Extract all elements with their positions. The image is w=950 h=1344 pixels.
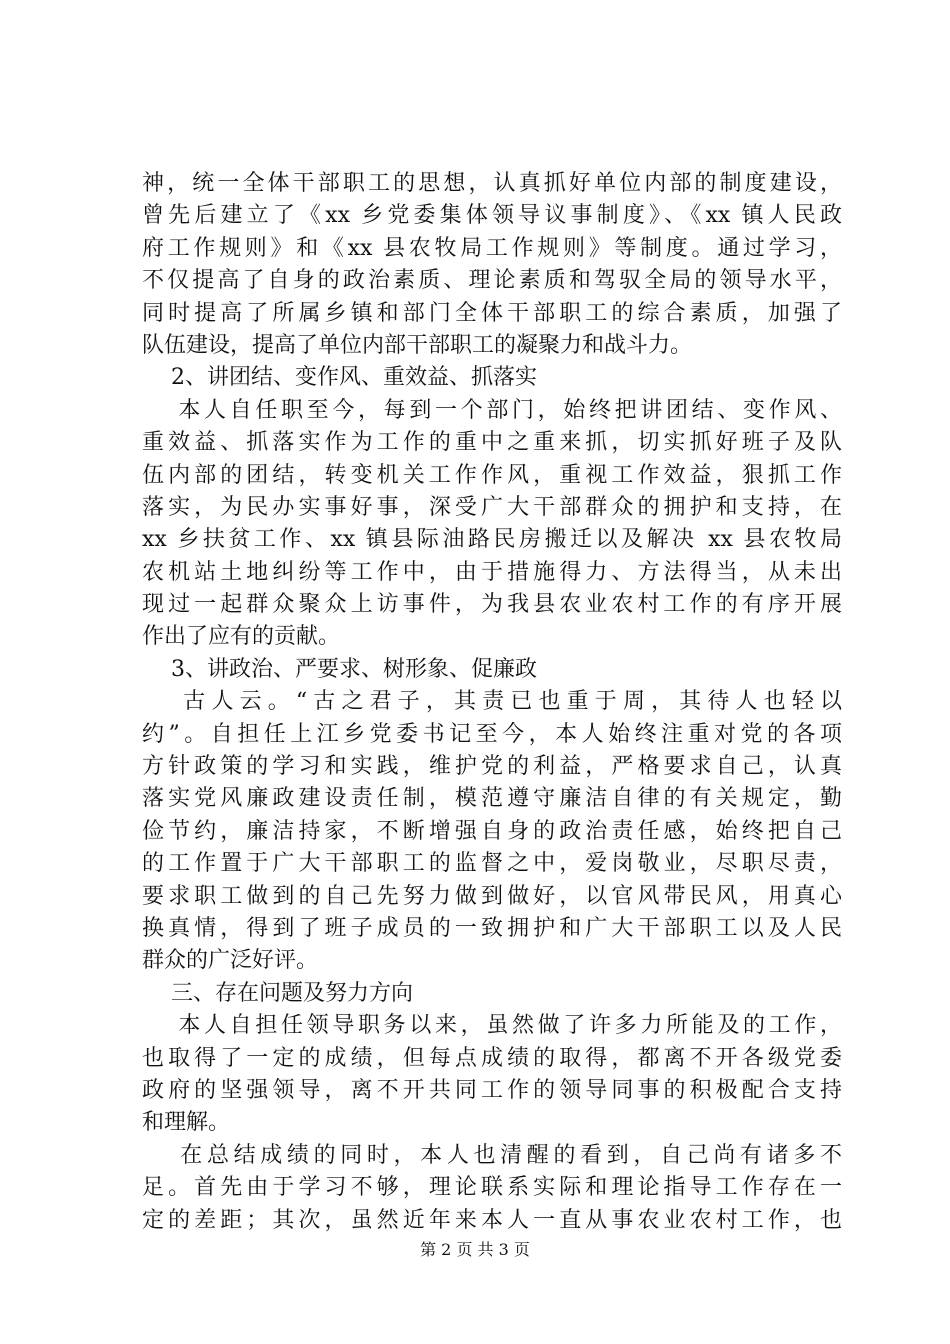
text-line: 不仅提高了自身的政治素质、理论素质和驾驭全局的领导水平，: [142, 268, 842, 294]
text-line: 要求职工做到的自己先努力做到做好，以官风带民风，用真心: [142, 883, 842, 909]
text-line: 作出了应有的贡献。: [142, 624, 341, 650]
text-line: 府工作规则》和《xx 县农牧局工作规则》等制度。通过学习，: [142, 235, 842, 261]
text-line: 约”。自担任上江乡党委书记至今，本人始终注重对党的各项: [142, 721, 842, 747]
text-line: 伍内部的团结，转变机关工作作风，重视工作效益，狠抓工作: [142, 462, 842, 488]
text-line: xx 乡扶贫工作、xx 镇县际油路民房搬迁以及解决 xx 县农牧局: [142, 527, 842, 553]
text-line: 同时提高了所属乡镇和部门全体干部职工的综合素质，加强了: [142, 300, 842, 326]
text-line: 3、讲政治、严要求、树形象、促廉政: [142, 656, 537, 682]
text-line: 落实党风廉政建设责任制，模范遵守廉洁自律的有关规定，勤: [142, 786, 842, 812]
text-line: 在总结成绩的同时，本人也清醒的看到，自己尚有诸多不: [142, 1142, 842, 1168]
text-line: 俭节约，廉洁持家，不断增强自身的政治责任感，始终把自己: [142, 818, 842, 844]
text-line: 本人自担任领导职务以来，虽然做了许多力所能及的工作，: [142, 1013, 842, 1039]
text-line: 的工作置于广大干部职工的监督之中，爱岗敬业，尽职尽责，: [142, 851, 842, 877]
text-line: 政府的坚强领导，离不开共同工作的领导同事的积极配合支持: [142, 1077, 842, 1103]
text-line: 群众的广泛好评。: [142, 948, 319, 974]
text-line: 2、讲团结、变作风、重效益、抓落实: [142, 365, 537, 391]
text-line: 曾先后建立了《xx 乡党委集体领导议事制度》、《xx 镇人民政: [142, 203, 842, 229]
text-line: 本人自任职至今，每到一个部门，始终把讲团结、变作风、: [142, 397, 842, 423]
text-line: 古人云。“古之君子，其责已也重于周，其待人也轻以: [142, 689, 842, 715]
text-line: 和理解。: [142, 1110, 231, 1136]
text-line: 重效益、抓落实作为工作的重中之重来抓，切实抓好班子及队: [142, 430, 842, 456]
text-line: 现过一起群众聚众上访事件，为我县农业农村工作的有序开展: [142, 592, 842, 618]
text-line: 换真情，得到了班子成员的一致拥护和广大干部职工以及人民: [142, 915, 842, 941]
text-line: 农机站土地纠纷等工作中，由于措施得力、方法得当，从未出: [142, 559, 842, 585]
text-line: 三、存在问题及努力方向: [142, 980, 413, 1006]
text-line: 定的差距；其次，虽然近年来本人一直从事农业农村工作，也: [142, 1207, 842, 1233]
text-line: 也取得了一定的成绩，但每点成绩的取得，都离不开各级党委: [142, 1045, 842, 1071]
text-line: 落实，为民办实事好事，深受广大干部群众的拥护和支持，在: [142, 494, 842, 520]
document-body: [142, 168, 842, 1237]
text-line: 足。首先由于学习不够，理论联系实际和理论指导工作存在一: [142, 1175, 842, 1201]
text-line: 队伍建设，提高了单位内部干部职工的凝聚力和战斗力。: [142, 332, 693, 358]
text-line: 神，统一全体干部职工的思想，认真抓好单位内部的制度建设，: [142, 171, 842, 196]
page-footer: 第 2 页 共 3 页: [420, 1240, 530, 1259]
text-line: 方针政策的学习和实践，维护党的利益，严格要求自己，认真: [142, 754, 842, 780]
